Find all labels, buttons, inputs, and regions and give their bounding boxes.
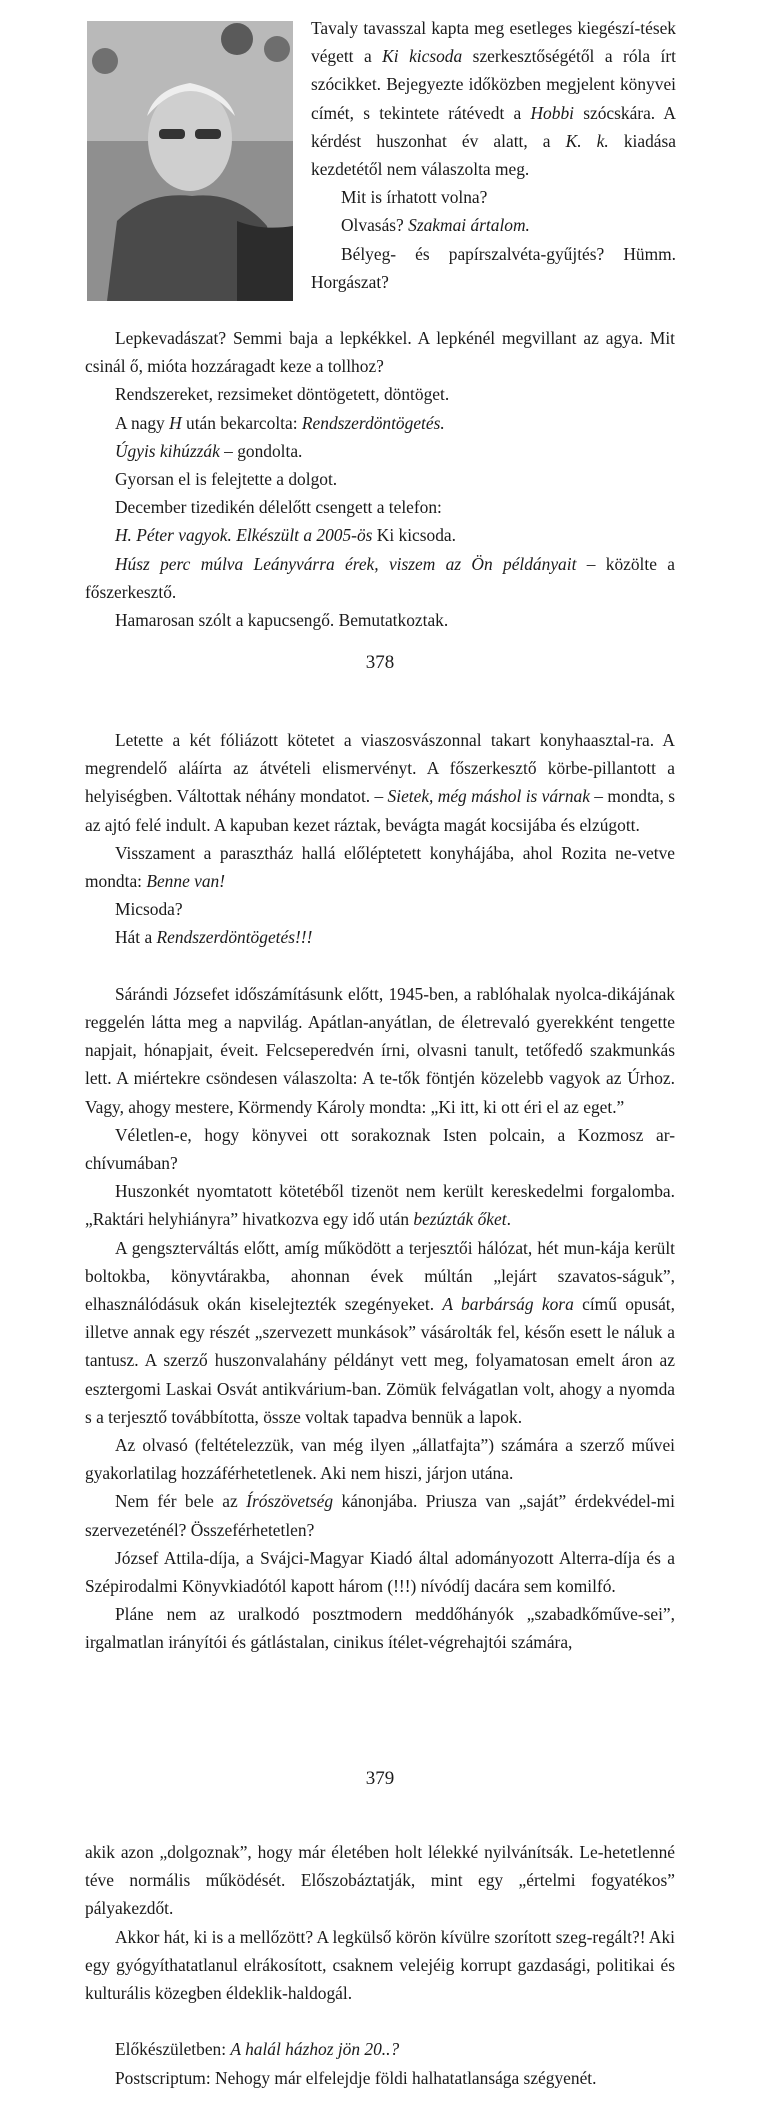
side-line-3: Bélyeg- és papírszalvéta-gyűjtés? Hümm. Horgászat? xyxy=(311,243,676,292)
paragraph: Micsoda? xyxy=(115,899,183,920)
italic-text: K. k. xyxy=(565,130,609,151)
italic-text: H. Péter vagyok. Elkészült a 2005-ös xyxy=(115,525,377,546)
italic-text: A barbárság kora xyxy=(442,1294,574,1315)
paragraph: Visszament a parasztház hallá előléptetett konyhájába, ahol Rozita ne-vetve mondta: Benne van! xyxy=(85,842,675,892)
italic-text: Ki kicsoda xyxy=(382,46,463,67)
italic-text: Hobbi xyxy=(530,102,574,123)
page-380-body xyxy=(85,1838,675,2092)
paragraph: Hát a Rendszerdöntögetés!!! xyxy=(115,927,313,948)
paragraph: A gengszterváltás előtt, amíg működött a terjesztői hálózat, hét mun-kája került boltokba, könyvtárakba, ahonnan évek múltán „lejárt szavatos-ságuk”, elhasználódásuk okán kiselejtezték szegényeket. A barbárság kora című opusát, illetve annak egy részét „szervezett munkások” vásárolták fel, későn esett le náluk a tantusz. A szerző huszonvalahány példányt vett meg, folyamatosan emelt áron az esztergomi Laskai Osvát antikvárium-ban. Zömük felvágatlan volt, ahogy a nyomda s a terjesztő továbbította, össze voltak tapadva bennük a lapok. xyxy=(85,1237,675,1427)
paragraph: Akkor hát, ki is a mellőzött? A legkülső körön kívülre szorított szeg-regált?! Aki egy gyógyíthatatlanul elrákosított, csaknem velejéig korrupt gazdasági, politikai és kulturális közegben éldeklik-haldogál. xyxy=(85,1926,675,2004)
paragraph: Előkészületben: A halál házhoz jön 20..? xyxy=(115,2039,400,2060)
page-number-379: 379 xyxy=(365,1768,395,1789)
italic-text: Benne van! xyxy=(146,871,226,892)
paragraph: Az olvasó (feltételezzük, van még ilyen „állatfajta”) számára a szerző művei gyakorlatilag hozzáférhetetlenek. Aki nem hiszi, járjon utána. xyxy=(85,1435,675,1484)
page-number-378: 378 xyxy=(365,652,395,673)
page-378-body xyxy=(85,324,675,634)
paragraph: Huszonkét nyomtatott kötetéből tizenöt nem került kereskedelmi forgalomba. „Raktári helyhiányra” hivatkozva egy idő után bezúzták őket. xyxy=(85,1181,675,1230)
side-line-1: Mit is írhatott volna? xyxy=(341,187,488,208)
page-379-body xyxy=(85,726,675,1657)
italic-text: Úgyis kihúzzák xyxy=(115,440,220,461)
italic-text: Szakmai ártalom. xyxy=(408,215,530,236)
paragraph: Úgyis kihúzzák – gondolta. xyxy=(115,440,303,461)
paragraph: Hamarosan szólt a kapucsengő. Bemutatkoztak. xyxy=(115,610,449,631)
intro-paragraph: Tavaly tavasszal kapta meg esetleges kiegészí-tések végett a Ki kicsoda szerkesztőségétől a róla írt szócikket. Bejegyezte időközben megjelent könyvei címét, s tekintete rátévedt a Hobbi szócskára. A kérdést huszonhat év alatt, a K. k. kiadása kezdetétől nem válaszolta meg. xyxy=(311,18,676,180)
italic-text: Sietek, még máshol is várnak xyxy=(387,786,590,807)
paragraph: Postscriptum: Nehogy már elfelejdje földi halhatatlansága szégyenét. xyxy=(115,2067,597,2088)
paragraph: József Attila-díja, a Svájci-Magyar Kiadó által adományozott Alterra-díja és a Szépirodalmi Könyvkiadótól kapott három (!!!) nívódíj dacára sem komilfó. xyxy=(85,1547,675,1597)
author-photo xyxy=(87,21,293,301)
paragraph: Rendszereket, rezsimeket döntögetett, döntöget. xyxy=(115,384,450,405)
italic-text: Írószövetség xyxy=(246,1491,334,1512)
paragraph: Sárándi Józsefet időszámításunk előtt, 1945-ben, a rablóhalak nyolca-dikájának reggelén látta meg a napvilág. Apátlan-anyátlan, de életrevaló gyerekként tengette napjait, hónapjait, éveit. Felcseperedvén írni, olvasni tanult, tetőfedő szakmunkás lett. A miértekre csöndesen válaszolta: A te-tők föntjén közelebb vagyok az Úrhoz. Vagy, ahogy mestere, Körmendy Károly mondta: „Ki itt, ki ott éri el az eget.” xyxy=(85,983,675,1117)
italic-text: Rendszerdöntögetés. xyxy=(301,412,445,433)
paragraph: Húsz perc múlva Leányvárra érek, viszem az Ön példányait – közölte a főszerkesztő. xyxy=(85,553,675,602)
paragraph: Véletlen-e, hogy könyvei ott sorakoznak Isten polcain, a Kozmosz ar-chívumában? xyxy=(85,1124,675,1174)
paragraph: akik azon „dolgoznak”, hogy már életében holt lélekké nyilvánítsák. Le-hetetlenné téve normális működését. Előszobáztatják, mint egy „értelmi fogyatékos” pályakezdőt. xyxy=(85,1842,675,1919)
italic-text: H xyxy=(169,412,182,433)
paragraph: December tizedikén délelőtt csengett a telefon: xyxy=(115,497,442,518)
intro-side-column xyxy=(311,14,676,296)
paragraph: A nagy H után bekarcolta: Rendszerdöntögetés. xyxy=(115,412,445,433)
paragraph: Nem fér bele az Írószövetség kánonjába. Priusza van „saját” érdekvédel-mi szervezeténél? Összeférhetetlen? xyxy=(85,1491,675,1540)
paragraph: Letette a két fóliázott kötetet a viaszosvászonnal takart konyhaasztal-ra. A megrendelő aláírta az átvételi elismervényt. A főszerkesztő körbe-pillantott a helyiségben. Váltottak néhány mondatot. – Sietek, még máshol is várnak – mondta, s az ajtó felé indult. A kapuban kezet ráztak, bevágta magát kocsijába és elzúgott. xyxy=(85,730,675,835)
italic-text: Rendszerdöntögetés!!! xyxy=(156,927,313,948)
paragraph: H. Péter vagyok. Elkészült a 2005-ös Ki kicsoda. xyxy=(115,525,456,546)
italic-text: bezúzták őket xyxy=(413,1209,507,1230)
paragraph: Lepkevadászat? Semmi baja a lepkékkel. A lepkénél megvillant az agya. Mit csinál ő, mióta hozzáragadt keze a tollhoz? xyxy=(85,328,675,377)
paragraph: Gyorsan el is felejtette a dolgot. xyxy=(115,469,338,490)
italic-text: A halál házhoz jön 20..? xyxy=(230,2039,400,2060)
side-line-2: Olvasás? Szakmai ártalom. xyxy=(341,215,530,236)
italic-text: Húsz perc múlva Leányvárra érek, viszem az Ön példányait xyxy=(115,553,577,574)
paragraph: Pláne nem az uralkodó posztmodern meddőhányók „szabadkőműve-sei”, irgalmatlan irányítói és gátlástalan, cinikus ítélet-végrehajtói számára, xyxy=(85,1604,675,1653)
